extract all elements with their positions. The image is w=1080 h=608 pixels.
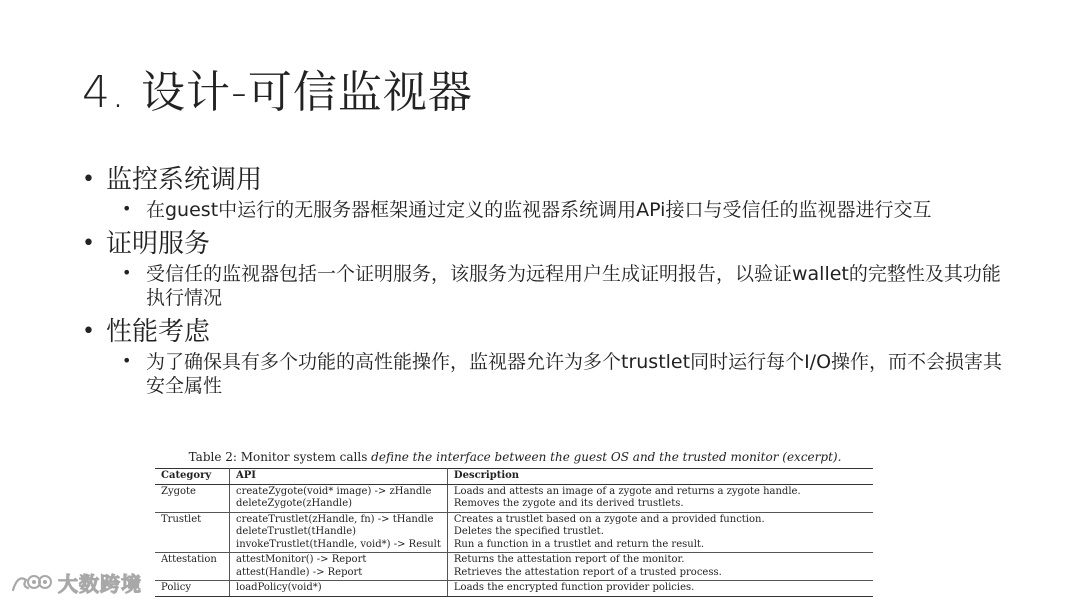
sub-bullet-item [120, 262, 1010, 310]
header-api: API [230, 469, 448, 485]
header-description: Description [447, 469, 873, 485]
bullet-dot-icon: • [122, 199, 132, 218]
bullet-dot-icon: • [82, 319, 95, 344]
api-cell: createTrustlet(zHandle, fn) -> tHandle deleteTrustlet(tHandle) invokeTrustlet(tHandle, void*) -> Result [230, 512, 448, 553]
monitor-syscall-table-figure [155, 448, 875, 597]
description-cell: Creates a trustlet based on a zygote and a provided function. Deletes the specified trustlet. Run a function in a trustlet and return the result. [447, 512, 873, 553]
api-cell: createZygote(void* image) -> zHandle deleteZygote(zHandle) [230, 484, 448, 512]
watermark-text: 大数跨境 [58, 572, 142, 596]
slide-title: 4. 设计-可信监视器 [82, 67, 473, 118]
bullet-text: 监控系统调用 [106, 165, 263, 195]
bullet-item [80, 226, 1010, 262]
api-table [155, 468, 873, 597]
bullet-item [80, 162, 1010, 198]
category-cell: Attestation [155, 553, 230, 581]
bullet-dot-icon: • [82, 167, 95, 192]
bullet-list [80, 160, 1010, 402]
table-caption-italic: define the interface between the guest OS and the trusted monitor (excerpt). [371, 450, 842, 464]
sub-bullet-text: 在guest中运行的无服务器框架通过定义的监视器系统调用APi接口与受信任的监视器进行交互 [146, 199, 932, 221]
bullet-item [80, 314, 1010, 350]
table-caption [155, 448, 875, 466]
bullet-dot-icon: • [122, 351, 132, 370]
bullet-dot-icon: • [82, 231, 95, 256]
category-cell: Trustlet [155, 512, 230, 553]
bullet-text: 性能考虑 [106, 317, 211, 347]
category-cell: Zygote [155, 484, 230, 512]
brand-logo-icon [10, 570, 52, 596]
description-cell: Loads the encrypted function provider policies. [447, 581, 873, 597]
description-cell: Returns the attestation report of the monitor. Retrieves the attestation report of a trusted process. [447, 553, 873, 581]
bullet-text: 证明服务 [106, 229, 211, 259]
api-cell: attestMonitor() -> Report attest(Handle) -> Report [230, 553, 448, 581]
table-row [155, 553, 873, 581]
sub-bullet-item [120, 350, 1010, 398]
header-category: Category [155, 469, 230, 485]
bullet-dot-icon: • [122, 263, 132, 282]
watermark [10, 568, 142, 597]
table-caption-prefix: Table 2: Monitor system calls [188, 450, 372, 464]
api-cell: loadPolicy(void*) [230, 581, 448, 597]
table-row [155, 512, 873, 553]
table-row [155, 484, 873, 512]
sub-bullet-text: 受信任的监视器包括一个证明服务，该服务为远程用户生成证明报告，以验证wallet的完整性及其功能执行情况 [146, 263, 1001, 309]
sub-bullet-text: 为了确保具有多个功能的高性能操作，监视器允许为多个trustlet同时运行每个I/O操作，而不会损害其安全属性 [146, 351, 1003, 397]
table-header-row [155, 469, 873, 485]
description-cell: Loads and attests an image of a zygote and returns a zygote handle. Removes the zygote and its derived trustlets. [447, 484, 873, 512]
category-cell: Policy [155, 581, 230, 597]
sub-bullet-item [120, 198, 1010, 222]
table-row [155, 581, 873, 597]
